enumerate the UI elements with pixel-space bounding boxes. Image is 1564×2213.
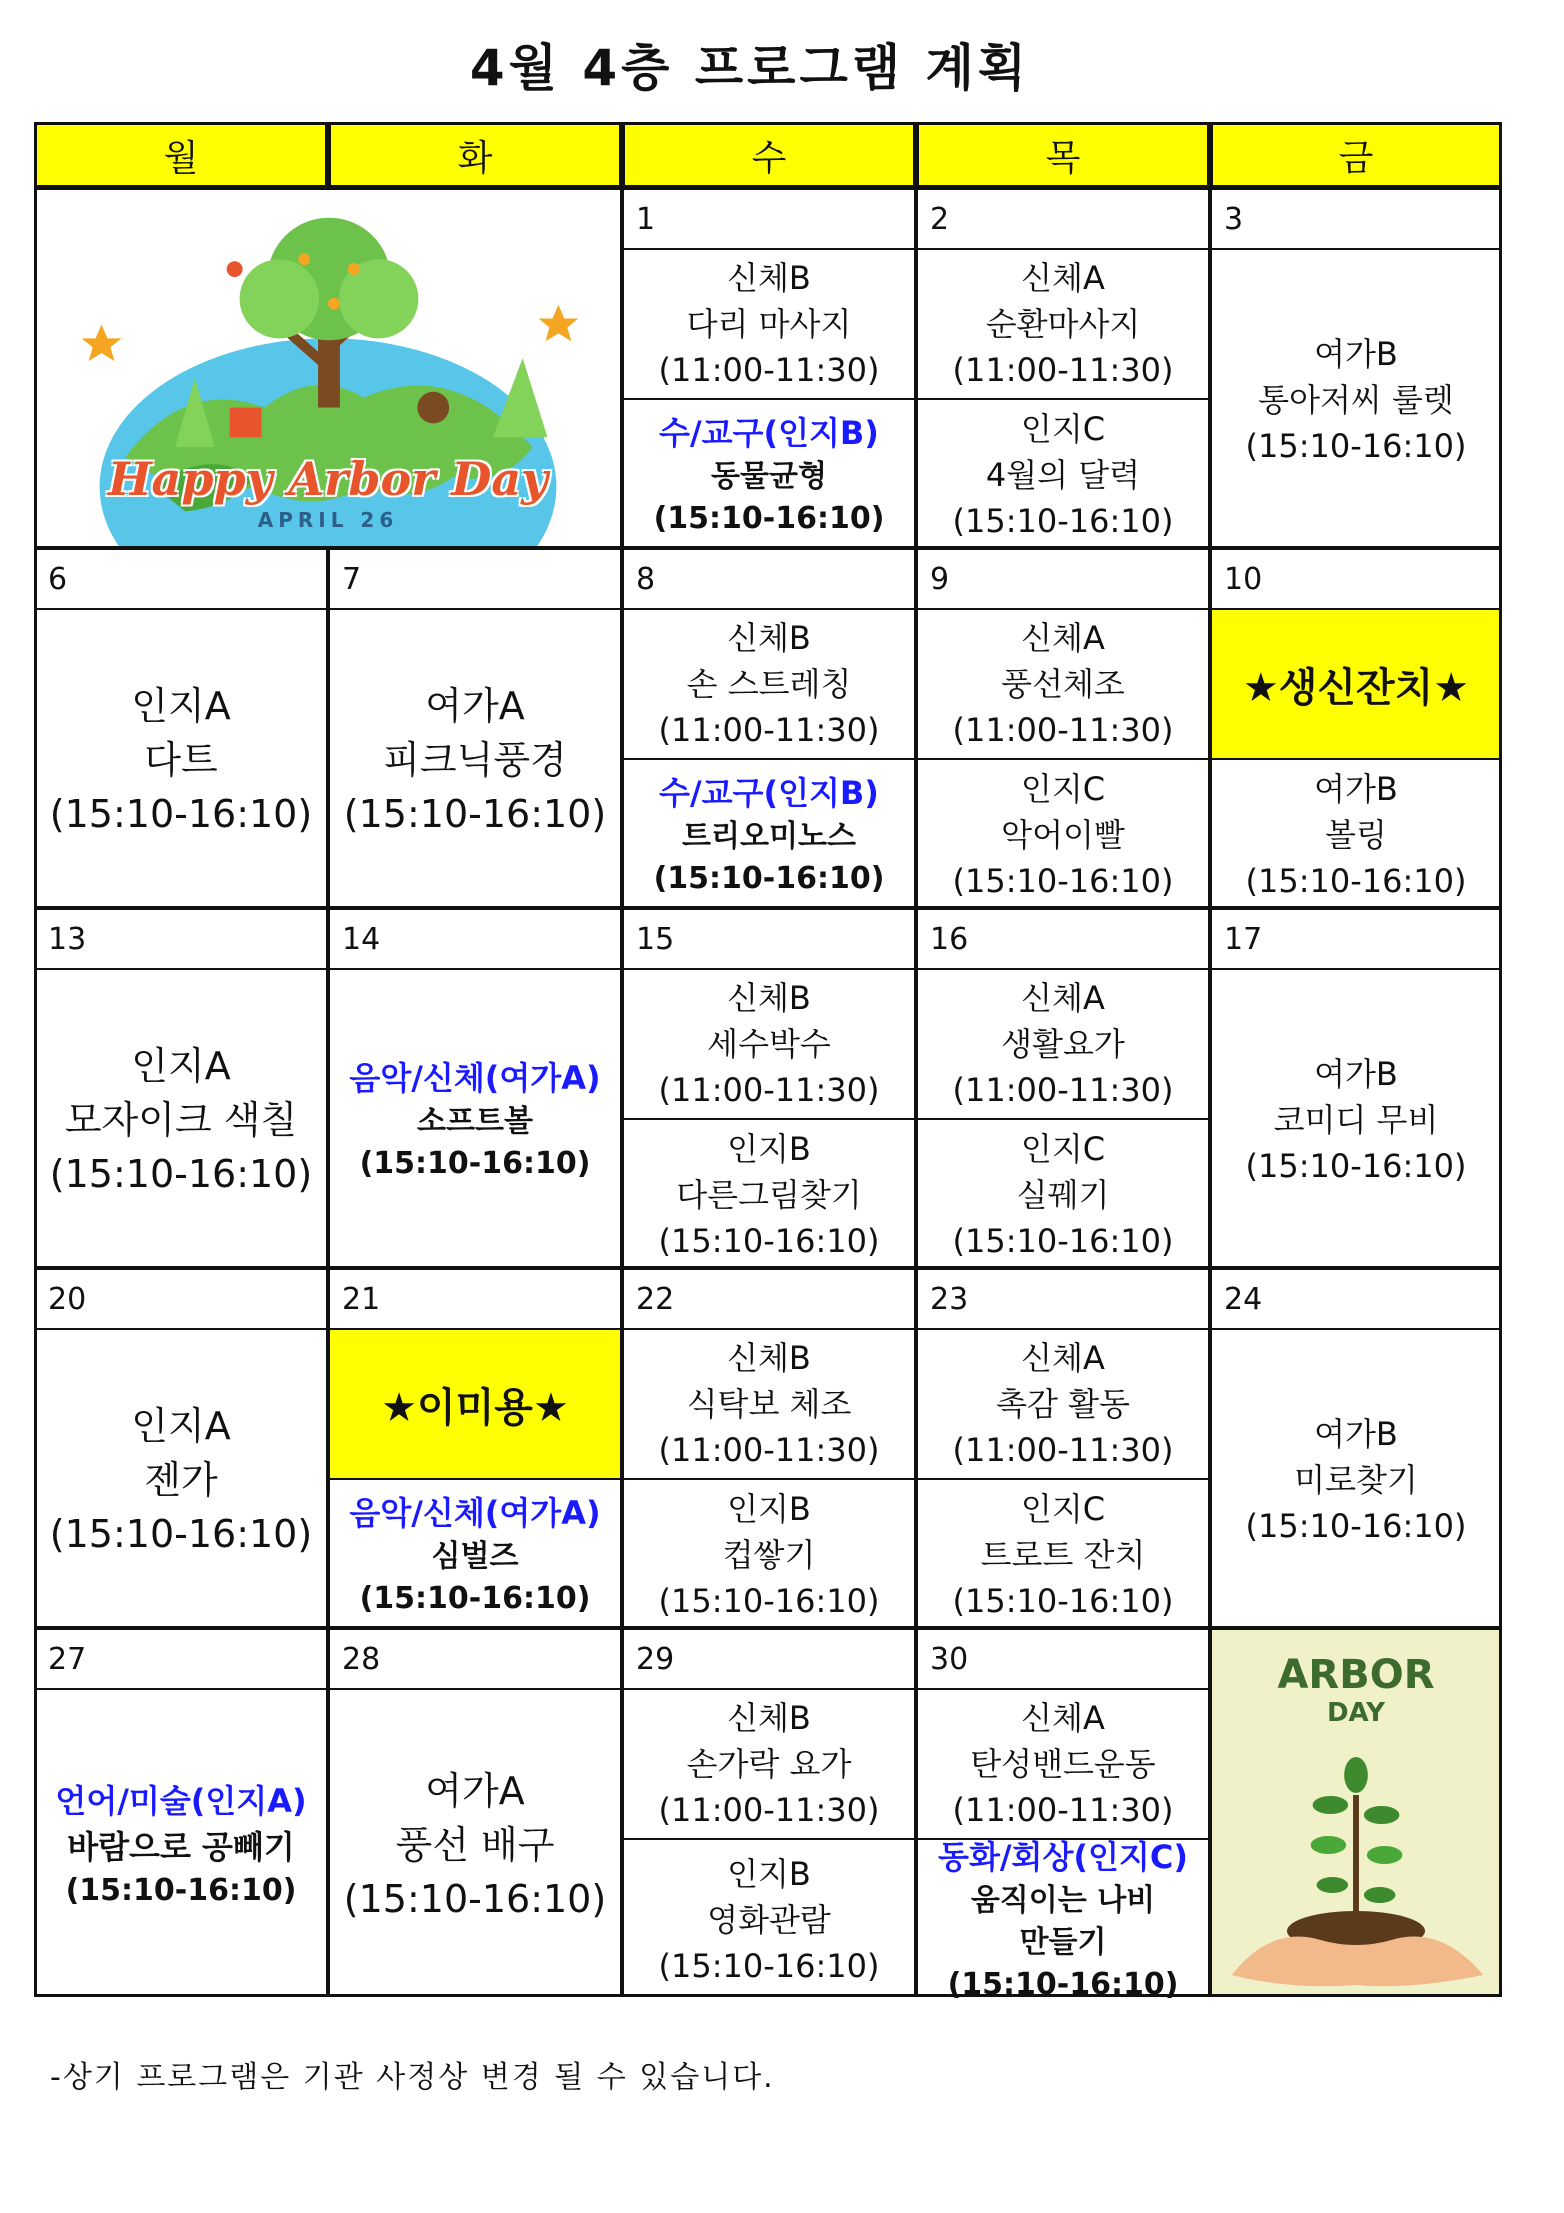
arbor-day-card <box>1210 1628 1502 1997</box>
program-time: (15:10-16:10) <box>49 792 313 836</box>
afternoon-program <box>918 1480 1208 1630</box>
program-group: 신체B <box>727 979 811 1017</box>
program-time: (15:10-16:10) <box>952 502 1174 540</box>
program-name: 손 스트레칭 <box>686 665 852 703</box>
program-name: 트리오미노스 <box>682 819 856 854</box>
program-name: 모자이크 색칠 <box>64 1098 298 1142</box>
program-name: 피크닉풍경 <box>383 738 567 782</box>
program-time: (15:10-16:10) <box>1245 427 1467 465</box>
arbor-day-date: APRIL 26 <box>257 508 399 532</box>
program-time: (15:10-16:10) <box>658 1222 880 1260</box>
day-number: 21 <box>330 1270 620 1330</box>
program-time: (15:10-16:10) <box>343 792 607 836</box>
program-name: 세수박수 <box>707 1025 831 1063</box>
program-time: (15:10-16:10) <box>658 1946 880 1985</box>
day-number: 7 <box>330 550 620 610</box>
day-number: 8 <box>624 550 914 610</box>
program-name: 코미디 무비 <box>1273 1101 1439 1139</box>
day-cell-17 <box>1210 908 1502 1268</box>
program-group: 신체B <box>727 619 811 657</box>
day-cell-1 <box>622 188 916 548</box>
program-name: 식탁보 체조 <box>686 1385 852 1423</box>
program-time: (15:10-16:10) <box>952 862 1174 900</box>
afternoon-program <box>918 400 1208 550</box>
program-name: 다트 <box>144 738 218 782</box>
afternoon-program <box>1212 760 1500 910</box>
program-name: 볼링 <box>1325 816 1387 854</box>
day-cell-27 <box>34 1628 328 1997</box>
program-group: 인지A <box>131 1404 231 1448</box>
program-group: 인지B <box>727 1130 811 1168</box>
program-time: (15:10-16:10) <box>952 1222 1174 1260</box>
day-cell-13 <box>34 908 328 1268</box>
weekday-header-fri: 금 <box>1210 122 1502 188</box>
program-time: (11:00-11:30) <box>952 1071 1174 1109</box>
calendar <box>34 122 1502 2002</box>
weekday-header-mon: 월 <box>34 122 328 188</box>
program-time: (15:10-16:10) <box>1245 1147 1467 1185</box>
program-name: 바람으로 공빼기 <box>67 1827 295 1866</box>
day-cell-6 <box>34 548 328 908</box>
program-time: (15:10-16:10) <box>65 1872 297 1908</box>
program-time: (15:10-16:10) <box>952 1582 1174 1620</box>
program-time: (15:10-16:10) <box>359 1581 591 1616</box>
program-name: 악어이빨 <box>1001 816 1125 854</box>
program-time: (11:00-11:30) <box>658 1431 880 1469</box>
day-number: 24 <box>1212 1270 1500 1330</box>
weekday-header-wed: 수 <box>622 122 916 188</box>
program-name-cont: 만들기 <box>1019 1924 1107 1960</box>
program-time: (11:00-11:30) <box>658 1791 880 1829</box>
program-time: (11:00-11:30) <box>658 351 880 389</box>
program-category: 언어/미술(인지A) <box>55 1781 307 1820</box>
day-cell-29 <box>622 1628 916 1997</box>
plant-in-hands-illustration <box>1212 1735 1500 1995</box>
morning-program <box>624 610 914 760</box>
morning-program <box>624 1690 914 1840</box>
program-group: 인지C <box>1020 1490 1106 1528</box>
day-cell-7 <box>328 548 622 908</box>
morning-program <box>624 970 914 1120</box>
day-number: 17 <box>1212 910 1500 970</box>
program-group: 여가A <box>425 684 525 728</box>
program-group: 신체B <box>727 1339 811 1377</box>
day-number: 30 <box>918 1630 1208 1690</box>
afternoon-program <box>918 760 1208 910</box>
day-number: 29 <box>624 1630 914 1690</box>
program-time: (15:10-16:10) <box>49 1152 313 1196</box>
program-name: 트로트 잔치 <box>980 1536 1146 1574</box>
program-time: (15:10-16:10) <box>359 1146 591 1181</box>
program-time: (15:10-16:10) <box>1245 862 1467 900</box>
day-cell-23 <box>916 1268 1210 1628</box>
day-cell-3 <box>1210 188 1502 548</box>
day-number: 6 <box>36 550 326 610</box>
program-group: 인지B <box>727 1854 811 1893</box>
program-group: 여가B <box>1314 1055 1398 1093</box>
afternoon-program <box>624 400 914 550</box>
day-number: 16 <box>918 910 1208 970</box>
program-time: (15:10-16:10) <box>947 1966 1179 2002</box>
program-group: 인지C <box>1020 770 1106 808</box>
day-cell-9 <box>916 548 1210 908</box>
day-cell-28 <box>328 1628 622 1997</box>
day-cell-8 <box>622 548 916 908</box>
program-group: 신체A <box>1021 979 1105 1017</box>
afternoon-program <box>36 1690 326 1999</box>
special-event <box>1212 610 1500 760</box>
program-name: 젠가 <box>144 1458 218 1502</box>
program-group: 인지C <box>1020 1130 1106 1168</box>
program-group: 여가B <box>1314 1415 1398 1453</box>
event-label: ★생신잔치★ <box>1242 664 1470 711</box>
program-group: 신체A <box>1021 1339 1105 1377</box>
afternoon-program <box>36 610 326 910</box>
program-name: 다리 마사지 <box>686 305 852 343</box>
program-name: 풍선체조 <box>1001 665 1125 703</box>
arbor-card-title: ARBOR <box>1277 1652 1435 1698</box>
program-group: 인지A <box>131 1044 231 1088</box>
program-time: (15:10-16:10) <box>1245 1507 1467 1545</box>
program-name: 탄성밴드운동 <box>970 1745 1156 1783</box>
program-time: (15:10-16:10) <box>343 1876 607 1921</box>
day-cell-10 <box>1210 548 1502 908</box>
program-time: (11:00-11:30) <box>658 711 880 749</box>
day-number: 2 <box>918 190 1208 250</box>
special-event <box>330 1330 620 1480</box>
program-time: (15:10-16:10) <box>653 861 885 896</box>
afternoon-program <box>36 970 326 1270</box>
morning-program <box>624 1330 914 1480</box>
day-cell-14 <box>328 908 622 1268</box>
program-category: 음악/신체(여가A) <box>349 1059 601 1097</box>
day-number: 27 <box>36 1630 326 1690</box>
program-group: 신체A <box>1021 619 1105 657</box>
program-name: 4월의 달력 <box>985 456 1141 494</box>
afternoon-program <box>330 970 620 1270</box>
program-group: 신체B <box>727 1699 811 1737</box>
program-category: 음악/신체(여가A) <box>349 1494 601 1532</box>
morning-program <box>918 1690 1208 1840</box>
program-name: 실꿰기 <box>1016 1176 1110 1214</box>
afternoon-program <box>918 1120 1208 1270</box>
program-category: 수/교구(인지B) <box>659 774 879 812</box>
day-cell-24 <box>1210 1268 1502 1628</box>
afternoon-program <box>330 1690 620 1999</box>
program-name: 통아저씨 룰렛 <box>1258 381 1454 419</box>
morning-program <box>918 610 1208 760</box>
program-group: 여가B <box>1314 335 1398 373</box>
morning-program <box>918 970 1208 1120</box>
afternoon-program <box>330 610 620 910</box>
weekday-header-thu: 목 <box>916 122 1210 188</box>
day-number: 13 <box>36 910 326 970</box>
afternoon-program <box>624 1840 914 1999</box>
program-name: 영화관람 <box>707 1900 831 1939</box>
afternoon-program <box>918 1837 1208 2002</box>
program-name: 촉감 활동 <box>996 1385 1130 1423</box>
event-label: ★이미용★ <box>381 1384 569 1431</box>
program-group: 신체A <box>1021 259 1105 297</box>
program-name: 풍선 배구 <box>395 1822 555 1867</box>
day-number: 28 <box>330 1630 620 1690</box>
program-name: 심벌즈 <box>431 1539 519 1574</box>
morning-program <box>918 1330 1208 1480</box>
program-name: 다른그림찾기 <box>676 1176 862 1214</box>
afternoon-program <box>1212 250 1500 550</box>
program-group: 여가B <box>1314 770 1398 808</box>
day-number: 20 <box>36 1270 326 1330</box>
program-time: (11:00-11:30) <box>952 351 1174 389</box>
afternoon-program <box>330 1480 620 1630</box>
afternoon-program <box>1212 1330 1500 1630</box>
day-number: 23 <box>918 1270 1208 1330</box>
program-group: 인지A <box>131 684 231 728</box>
afternoon-program <box>624 760 914 910</box>
day-cell-16 <box>916 908 1210 1268</box>
afternoon-program <box>624 1480 914 1630</box>
program-group: 인지B <box>727 1490 811 1528</box>
day-number: 10 <box>1212 550 1500 610</box>
footnote: -상기 프로그램은 기관 사정상 변경 될 수 있습니다. <box>50 2060 775 2095</box>
afternoon-program <box>624 1120 914 1270</box>
day-cell-22 <box>622 1268 916 1628</box>
program-name: 미로찾기 <box>1294 1461 1418 1499</box>
program-time: (15:10-16:10) <box>658 1582 880 1620</box>
program-name: 움직이는 나비 <box>970 1882 1156 1918</box>
morning-program <box>624 250 914 400</box>
afternoon-program <box>1212 970 1500 1270</box>
program-group: 신체B <box>727 259 811 297</box>
arbor-day-banner <box>34 188 622 548</box>
day-number: 22 <box>624 1270 914 1330</box>
day-cell-21 <box>328 1268 622 1628</box>
program-category: 수/교구(인지B) <box>659 414 879 452</box>
program-name: 순환마사지 <box>985 305 1141 343</box>
day-cell-20 <box>34 1268 328 1628</box>
day-cell-30 <box>916 1628 1210 2002</box>
program-time: (11:00-11:30) <box>952 711 1174 749</box>
program-group: 신체A <box>1021 1699 1105 1737</box>
program-name: 동물균형 <box>711 459 827 494</box>
morning-program <box>918 250 1208 400</box>
program-time: (15:10-16:10) <box>49 1512 313 1556</box>
page-title: 4월 4층 프로그램 계획 <box>469 39 1031 97</box>
program-time: (11:00-11:30) <box>952 1791 1174 1829</box>
program-time: (11:00-11:30) <box>658 1071 880 1109</box>
program-time: (15:10-16:10) <box>653 501 885 536</box>
program-name: 생활요가 <box>1001 1025 1125 1063</box>
arbor-day-title: Happy Arbor Day <box>108 452 548 506</box>
program-name: 소프트볼 <box>417 1104 533 1139</box>
day-number: 3 <box>1212 190 1500 250</box>
day-cell-15 <box>622 908 916 1268</box>
day-number: 15 <box>624 910 914 970</box>
program-time: (11:00-11:30) <box>952 1431 1174 1469</box>
day-number: 14 <box>330 910 620 970</box>
arbor-card-subtitle: DAY <box>1326 1698 1386 1728</box>
day-number: 1 <box>624 190 914 250</box>
program-name: 손가락 요가 <box>686 1745 852 1783</box>
program-name: 컵쌓기 <box>722 1536 816 1574</box>
weekday-header-tue: 화 <box>328 122 622 188</box>
afternoon-program <box>36 1330 326 1630</box>
program-category: 동화/회상(인지C) <box>938 1837 1188 1876</box>
program-group: 여가A <box>425 1768 525 1813</box>
program-group: 인지C <box>1020 410 1106 448</box>
day-number: 9 <box>918 550 1208 610</box>
day-cell-2 <box>916 188 1210 548</box>
